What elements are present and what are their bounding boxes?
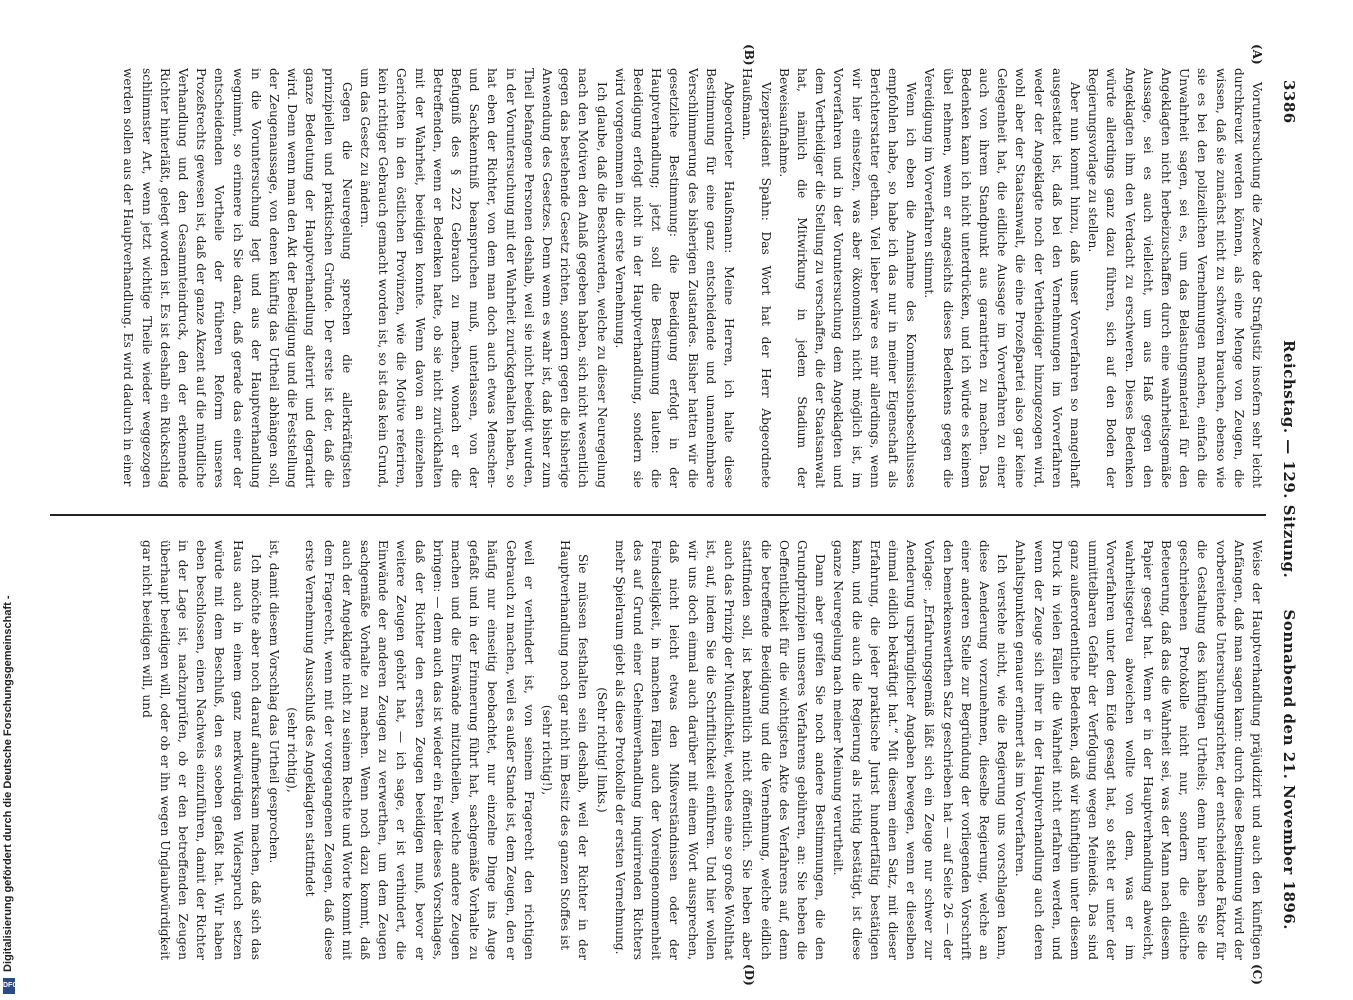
margin-marker-a: (A) <box>1250 44 1264 65</box>
paragraph: Weise der Hauptverhandlung präjudizirt und auch den künftigen Anfängen, daß man sagen kann: durch diese Bestimmung wird der vorbereitende Untersuchungsrichter, der entscheidende Faktor für die Gestaltung des künftigen Urtheils; denn hier haben Sie die geschriebenen Protokolle nicht nur, sondern die eidliche Beteuerung, daß das die Wahrheit sei, was der Mann nach diesem Papier gesagt hat. Wenn er in der Hauptverhandlung abweicht, wahrheitsgetreu abweichen wollte von dem, was er im Vorverfahren unter dem Eide gesagt hat, so steht er unter der unmittelbaren Gefahr der Verfolgung wegen Meineids. Das sind ganz außerordentliche Bedenken, daß wir künftighin unter diesem Druck in vielen Fällen die Wahrheit nicht erfahren werden, und wenn der Zeuge sich ihrer in der Hauptverhandlung auch deren Anhaltspunkten genauer erinnert als im Vorverfahren. <box>1013 540 1264 960</box>
interjection: (sehr richtig), <box>285 707 300 793</box>
paragraph: ist, damit diesem Vorschlag das Urtheil gesprochen. <box>267 540 282 864</box>
paragraph: Aber nun kommt hinzu, daß unser Vorverfahren so mangelhaft ausgestattet ist, daß bei den Vernehmungen im Vorverfahren weder der Angeklagte noch der Vertheidiger hinzugezogen wird, wohl aber der Staatsanwalt, die eine Prozeßpartei also gar keine Gelegenheit hat, die eidliche Aussage im Vorverfahren zu einer auch von ihrem Standpunkt aus garantirten zu machen. Das Bedenken kann ich nicht unterdrücken, und ich würde es keinem übel nehmen, wenn er angesichts dieses Bedenkens gegen die Vereidigung im Vorverfahren stimmt. <box>922 68 1082 488</box>
paragraph: Ich verstehe nicht, wie die Regierung uns vorschlagen kann, diese Aenderung vorzunehmen, dieselbe Regierung, welche an einer anderen Stelle zur Begründung der vorliegenden Vorschrift den bemerkenswerthen Satz geschrieben hat — auf Seite 26 — der Vorlage: „Erfahrungsgemäß läßt sich ein Zeuge nur schwer zur Aenderung ursprünglicher Angaben bewegen, wenn er dieselben einmal eidlich bekräftigt hat.“ Mit diesem einen Satz, mit dieser Erfahrung, die jeder praktische Jurist hundertfältig bestätigen kann, und die auch die Regierung als richtig bestätigt, ist diese ganze Neuregelung nach meiner Meinung verurtheilt. <box>831 540 1010 960</box>
margin-marker-c: (C) <box>1250 964 1264 985</box>
page-number: 3386 <box>1280 80 1298 124</box>
margin-marker-d: (D) <box>742 964 756 986</box>
interjection: (Sehr richtig! links.) <box>594 687 609 813</box>
document-page <box>26 20 1326 986</box>
session-date: Sonnabend den 21. November 1896. <box>1280 609 1298 930</box>
paragraph: weil er verhindert ist, von seinem Fragerecht den richtigen Gebrauch zu machen, weil es außer Stande ist, dem Zeugen, den er häufig nur einseitig beobachtet, nur einzelne Dinge ins Auge gefaßt und in der Erinnerung führt hat, sachgemäße Vorhalte zu machen und die Einwände mitzutheilen, welche andere Zeugen bringen: — denn auch das ist wieder ein Fehler dieses Vorschlages, daß der Richter den ersten Zeugen beeidigen muß, bevor er weitere Zeugen gehört hat, — ich sage, er ist verhindert, die Einwände der anderen Zeugen zu verwerthen, um dem Zeugen sachgemäße Vorhalte zu machen. Wenn noch dazu kommt, daß auch der Angeklagte nicht zu seinem Rechte und Worte kommt mit dem Fragerecht, wenn mit der vorgegangenen Zeugen, daß diese erste Vernehmung Ausschluß des Angeklagten stattfindet <box>303 540 536 960</box>
page-header <box>1270 80 1298 930</box>
digitization-footer <box>2 14 16 994</box>
paragraph: Ich möchte aber noch darauf aufmerksam machen, daß sich das Haus auch in einem ganz merkwürdigen Widerspruch setzen würde mit dem Beschluß, den es soeben gefaßt hat. Wir haben eben beschlossen, einen Nachweis einzuführen, damit der Richter in der Lage ist, nachzuprüfen, ob er den betreffenden Zeugen überhaupt beeidigen will, oder ob er ihn wegen Unglaubwürdigkeit gar nicht beeidigen will, und <box>139 540 263 960</box>
funding-credit: Digitalisierung gefördert durch die Deutsche Forschungsgemeinschaft - <box>2 595 14 972</box>
dfg-logo: DFG <box>3 978 15 994</box>
paragraph: Voruntersuchung die Zwecke der Strafjustiz insofern sehr leicht durchkreuzt werden können, als eine Menge von Zeugen, die wissen, daß sie zunächst nicht zu schwören brauchen, ebenso wie sie es bei den polizeilichen Vernehmungen machen, einfach die Unwahrheit sagen, sei es, um das Belastungsmaterial für den Angeklagten nicht herbeizuschaffen durch eine wahrheitsgemäße Aussage, sei es auch vielleicht, um aus Haß gegen den Angeklagten ihm den Verdacht zu erschweren. Dieses Bedenken würde allerdings ganz dazu führen, sich auf den Boden der Regierungsvorlage zu stellen. <box>1086 68 1264 488</box>
paragraph: Wenn ich eben die Annahme des Kommissionsbeschlusses empfohlen habe, so habe ich das nur in meiner Eigenschaft als Berichterstatter gethan. Viel lieber wäre es mir allerdings, wenn wir hier einsetzen, was aber ökonomisch nicht möglich ist, im Vorverfahren und in der Voruntersuchung dem Angeklagten und dem Vertheidiger die Stellung zu verschaffen, die der Staatsanwalt hat, nämlich die Mitwirkung in jedem Stadium der Beweisaufnahme. <box>776 68 919 488</box>
paragraph: Ich glaube, daß die Beschwerden, welche zu dieser Neuregelung nach den Motiven den Anlaß gegeben haben, sich nicht wesentlich gegen das bestehende Gesetz richten, sondern gegen die bisherige Anwendung des Gesetzes. Denn wenn es wahr ist, daß bisher zum Theil befangene Personen deshalb, weil sie nicht beeidigt wurden, in der Voruntersuchung mit der Wahrheit zurückgehalten haben, so hat eben der Richter, von dem man doch auch etwas Menschen- und Sachkenntniß beanspruchen muß, unterlassen, von der Befugniß des § 222 Gebrauch zu machen, wonach er die Betreffenden, wenn er Bedenken hatte, ob sie nicht zurückhalten mit der Wahrheit, beeidigen konnte. Wenn davon an einzelnen Gerichten in den östlichen Provinzen, wie die Motive referiren, kein richtiger Gebrauch gemacht worden ist, so ist das kein Grund, um das Gesetz zu ändern. <box>358 68 609 488</box>
margin-marker-b: (B) <box>742 44 756 66</box>
right-column <box>50 540 1266 960</box>
page-title: Reichstag. — 129. Sitzung. <box>1280 340 1298 579</box>
paragraph: Gegen die Neuregelung sprechen die allerkräftigsten prinzipiellen und praktischen Gründe. Der erste ist der, daß die ganze Bedeutung der Hauptverhandlung alterirt und degradirt wird. Denn wenn man den Akt der Beeidigung und die Feststellung der Zeugenaussage, von denen künftig das Urtheil abhängen soll, in die Voruntersuchung legt und aus der Hauptverhandlung wegnimmt, so erinnere ich Sie daran, daß gerade das einer der entscheidenden Vortheile der früheren Reform unseres Prozeßrechts gewesen ist, daß der ganze Akzent auf die mündliche Verhandlung und den Gesammteindruck, den der erkennende Richter hinterläßt, gelegt worden ist. Es ist deshalb ein Rückschlag schlimmster Art, wenn jetzt wichtige Theile wieder weggezogen werden sollen aus der Hauptverhandlung. Es wird dadurch in einer <box>121 68 354 488</box>
column-divider <box>50 514 1266 516</box>
speaker-paragraph: Vizepräsident Spahn: Das Wort hat der Herr Abgeordnete Haußmann. <box>740 68 773 488</box>
paragraph: Sie müssen festhalten sein deshalb, weil der Richter in der Hauptverhandlung noch gar nicht im Besitz des ganzen Stoffes ist <box>558 540 591 960</box>
paragraph: Dann aber greifen Sie noch andere Bestimmungen, die den Grundprinzipien unseres Verfahrens gebühren, an: Sie heben die Oeffentlichkeit für die wichtigsten Akte des Verfahrens auf, denn die betreffende Beeidigung und die Vernehmung, welche eidlich stattfinden soll, ist bekanntlich nicht öffentlich. Sie heben aber auch das Prinzip der Mündlichkeit, welches eine so große Wohlthat ist, auf, indem Sie die Schriftlichkeit einführen. Und hier wollen wir uns doch einmal auch darüber mit einem Wort aussprechen, daß nicht leicht etwas den Mißverständnissen oder der Feindseligkeit, in manchen Fällen auch der Voreingenommenheit des auf Grund einer Geheimverhandlung inquirirenden Richters mehr Spielraum giebt als diese Protokolle der ersten Vernehmung. <box>612 540 828 960</box>
interjection: (sehr richtig!), <box>540 704 555 796</box>
left-column <box>50 68 1266 488</box>
speaker-paragraph: Abgeordneter Haußmann: Meine Herren, ich halte diese Bestimmung für eine ganz entscheidende und unannehmbare Verschlimmerung des bisherigen Zustandes. Bisher hatten wir die gesetzliche Bestimmung: die Beeidigung erfolgt in der Hauptverhandlung; jetzt soll die Bestimmung lauten: die Beeidigung erfolgt nicht in der Hauptverhandlung, sondern sie wird vorgenommen in die erste Vernehmung. <box>612 68 737 488</box>
